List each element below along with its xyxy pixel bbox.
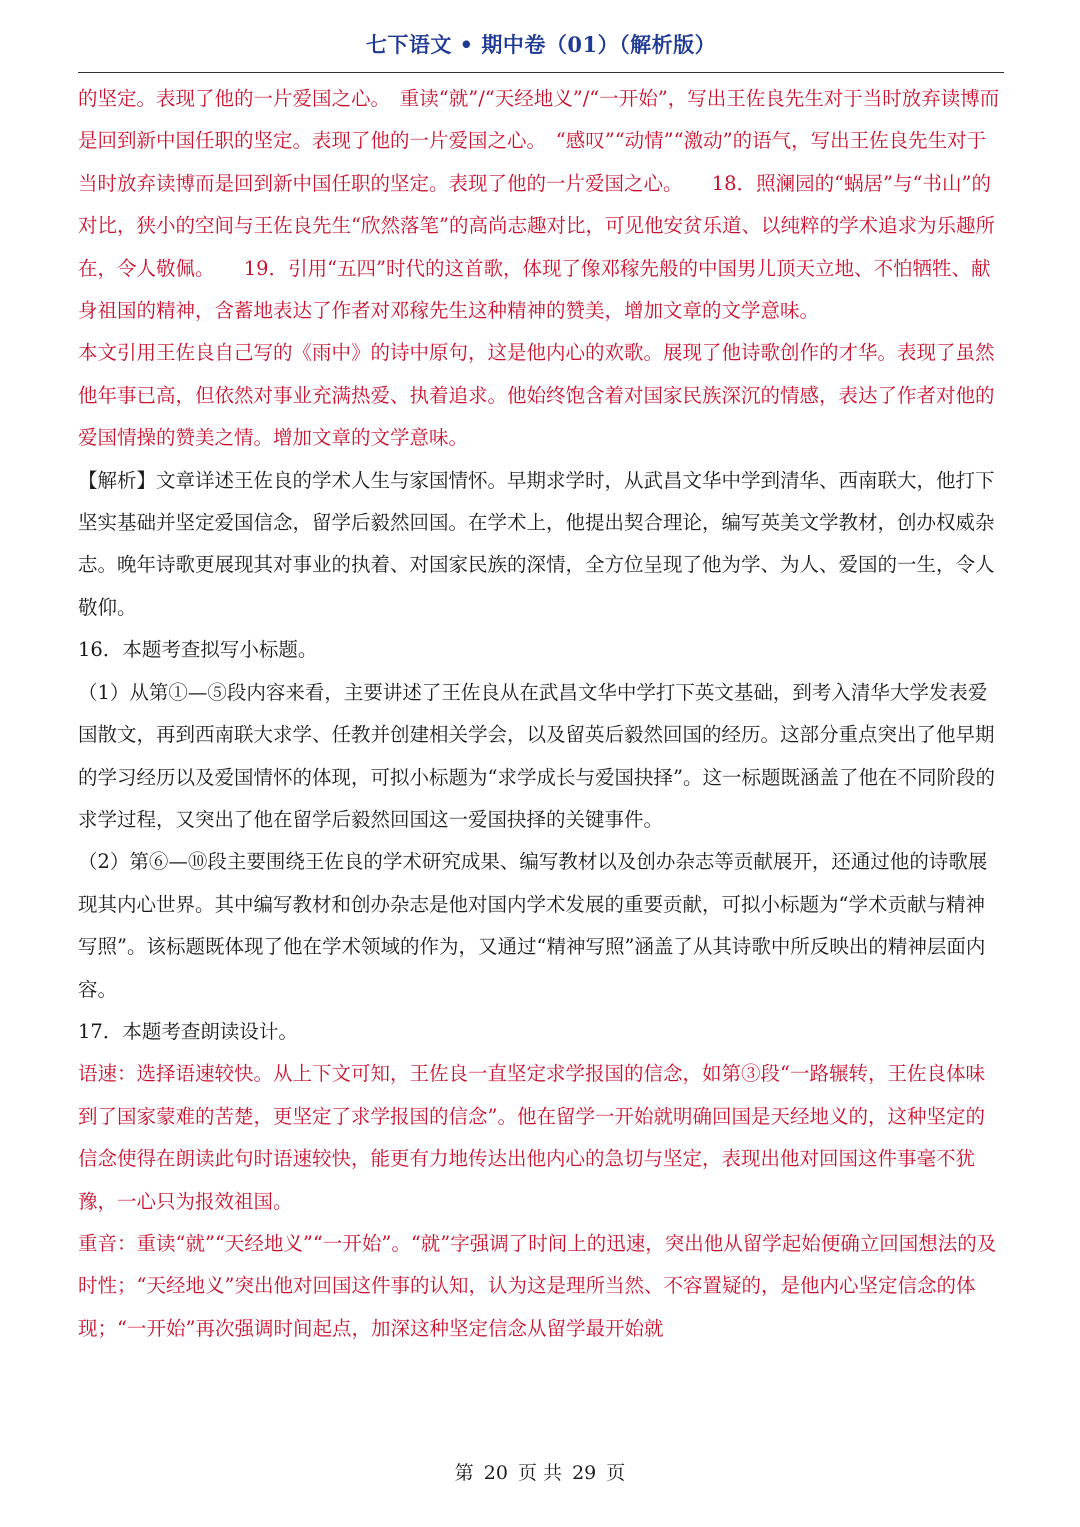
document-title: 七下语文 • 期中卷（01）（解析版） xyxy=(365,32,717,57)
footer-suffix: 页 xyxy=(606,1462,626,1484)
page-footer xyxy=(0,1458,1080,1485)
question-17-heading: 17．本题考查朗读设计。 xyxy=(78,1019,298,1043)
footer-prefix: 第 xyxy=(454,1462,474,1484)
page-number: 20 xyxy=(483,1462,508,1484)
footer-middle: 页 共 xyxy=(517,1462,563,1484)
page-content xyxy=(78,78,1004,1350)
page-header xyxy=(78,28,1004,73)
question-16-part-2: （2）第⑥—⑩段主要围绕王佐良的学术研究成果、编写教材以及创办杂志等贡献展开，还通过他的诗歌展现其内心世界。其中编写教材和创办杂志是他对国内学术发展的重要贡献，可拟小标题为“学术贡献与精神写照”。该标题既体现了他在学术领域的作为，又通过“精神写照”涵盖了从其诗歌中所反映出的精神层面内容。 xyxy=(78,850,988,1001)
total-pages: 29 xyxy=(572,1462,597,1484)
answer-paragraph-2: 本文引用王佐良自己写的《雨中》的诗中原句，这是他内心的欢歌。展现了他诗歌创作的才华。表现了虽然他年事已高，但依然对事业充满热爱、执着追求。他始终饱含着对国家民族深沉的情感，表达了作者对他的爱国情操的赞美之情。增加文章的文学意味。 xyxy=(78,341,995,450)
reading-speed-paragraph: 语速：选择语速较快。从上下文可知，王佐良一直坚定求学报国的信念，如第③段“一路辗转，王佐良体味到了国家蒙难的苦楚，更坚定了求学报国的信念”。他在留学一开始就明确回国是天经地义的，这种坚定的信念使得在朗读此句时语速较快，能更有力地传达出他内心的急切与坚定，表现出他对回国这件事毫不犹豫，一心只为报效祖国。 xyxy=(78,1062,985,1213)
analysis-summary: 【解析】文章详述王佐良的学术人生与家国情怀。早期求学时，从武昌文华中学到清华、西南联大，他打下坚实基础并坚定爱国信念，留学后毅然回国。在学术上，他提出契合理论，编写英美文学教材，创办权威杂志。晚年诗歌更展现其对事业的执着、对国家民族的深情，全方位呈现了他为学、为人、爱国的一生，令人敬仰。 xyxy=(78,468,995,619)
answer-paragraph-1: 的坚定。表现了他的一片爱国之心。 重读“就”/“天经地义”/“一开始”，写出王佐良先生对于当时放弃读博而是回到新中国任职的坚定。表现了他的一片爱国之心。 “感叹”“动情”“激动”的语气，写出王佐良先生对于当时放弃读博而是回到新中国任职的坚定。表现了他的一片爱国之心。 18．照澜园的“蜗居”与“书山”的对比，狭小的空间与王佐良先生“欣然落笔”的高尚志趣对比，可见他安贫乐道、以纯粹的学术追求为乐趣所在，令人敬佩。 19．引用“五四”时代的这首歌，体现了像邓稼先般的中国男儿顶天立地、不怕牺牲、献身祖国的精神，含蓄地表达了作者对邓稼先生这种精神的赞美，增加文章的文学意味。 xyxy=(78,87,1000,323)
stress-paragraph: 重音：重读“就”“天经地义”“一开始”。“就”字强调了时间上的迅速，突出他从留学起始便确立回国想法的及时性；“天经地义”突出他对回国这件事的认知，认为这是理所当然、不容置疑的，是他内心坚定信念的体现；“一开始”再次强调时间起点，加深这种坚定信念从留学最开始就 xyxy=(78,1231,997,1340)
question-16-part-1: （1）从第①—⑤段内容来看，主要讲述了王佐良从在武昌文华中学打下英文基础，到考入清华大学发表爱国散文，再到西南联大求学、任教并创建相关学会，以及留英后毅然回国的经历。这部分重点突出了他早期的学习经历以及爱国情怀的体现，可拟小标题为“求学成长与爱国抉择”。这一标题既涵盖了他在不同阶段的求学过程，又突出了他在留学后毅然回国这一爱国抉择的关键事件。 xyxy=(78,680,995,831)
question-16-heading: 16．本题考查拟写小标题。 xyxy=(78,638,318,662)
